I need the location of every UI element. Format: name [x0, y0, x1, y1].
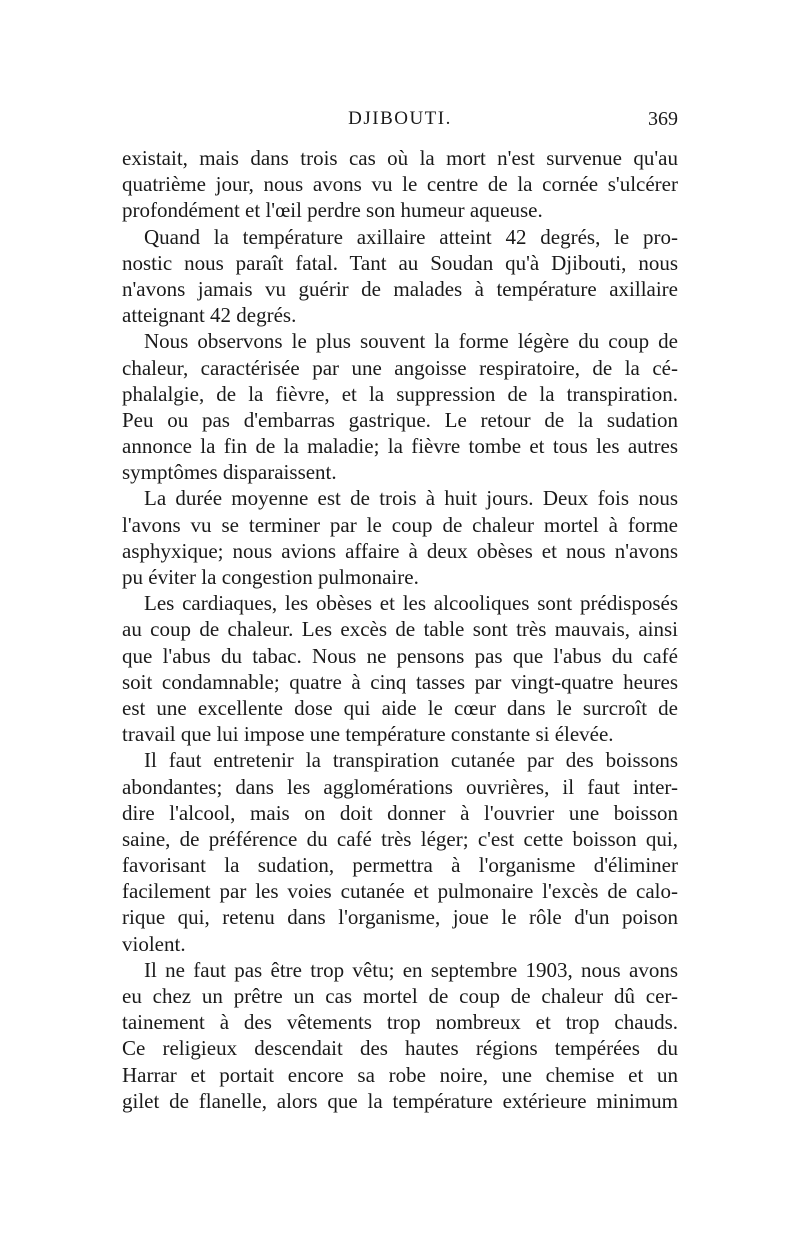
text-line: favorisant la sudation, permettra à l'organisme d'éliminer	[122, 853, 678, 878]
text-line: gilet de flanelle, alors que la température extérieure minimum	[122, 1088, 678, 1113]
text-line: eu chez un prêtre un cas mortel de coup de chaleur dû cer-	[122, 984, 678, 1008]
text-line: soit condamnable; quatre à cinq tasses par vingt-quatre heures	[122, 669, 678, 694]
body-text	[122, 145, 678, 1114]
text-line: travail que lui impose une température constante si élevée.	[122, 722, 614, 747]
text-line: phalalgie, de la fièvre, et la suppression de la transpiration.	[122, 381, 678, 406]
text-line: Il faut entretenir la transpiration cutanée par des boissons	[144, 748, 678, 773]
text-line: violent.	[122, 931, 186, 956]
text-line: La durée moyenne est de trois à huit jours. Deux fois nous	[144, 486, 678, 511]
text-line: existait, mais dans trois cas où la mort n'est survenue qu'au	[122, 146, 678, 170]
text-line: Peu ou pas d'embarras gastrique. Le retour de la sudation	[122, 407, 678, 432]
text-line: Il ne faut pas être trop vêtu; en septembre 1903, nous avons	[144, 957, 678, 982]
text-line: saine, de préférence du café très léger; c'est cette boisson qui,	[122, 826, 678, 851]
text-line: profondément et l'œil perdre son humeur aqueuse.	[122, 198, 543, 223]
text-line: nostic nous paraît fatal. Tant au Soudan qu'à Djibouti, nous	[122, 250, 678, 275]
text-line: n'avons jamais vu guérir de malades à température axillaire	[122, 276, 678, 301]
text-line: pu éviter la congestion pulmonaire.	[122, 565, 419, 589]
text-line: annonce la fin de la maladie; la fièvre tombe et tous les autres	[122, 434, 678, 459]
text-line: asphyxique; nous avions affaire à deux obèses et nous n'avons	[122, 538, 678, 563]
text-line: Nous observons le plus souvent la forme légère du coup de	[144, 329, 678, 354]
text-line: chaleur, caractérisée par une angoisse respiratoire, de la cé-	[122, 355, 678, 380]
text-line: que l'abus du tabac. Nous ne pensons pas que l'abus du café	[122, 643, 678, 668]
running-head	[122, 108, 678, 138]
text-line: tainement à des vêtements trop nombreux et trop chauds.	[122, 1010, 678, 1035]
text-line: Ce religieux descendait des hautes régions tempérées du	[122, 1036, 678, 1061]
text-line: abondantes; dans les agglomérations ouvrières, il faut inter-	[122, 774, 678, 799]
text-line: dire l'alcool, mais on doit donner à l'ouvrier une boisson	[122, 800, 678, 825]
text-line: Les cardiaques, les obèses et les alcooliques sont prédisposés	[144, 591, 678, 616]
header-title: DJIBOUTI.	[348, 108, 452, 129]
page-number: 369	[648, 108, 678, 130]
text-line: quatrième jour, nous avons vu le centre de la cornée s'ulcérer	[122, 172, 678, 197]
text-line: Quand la température axillaire atteint 42 degrés, le pro-	[144, 224, 678, 249]
text-line: au coup de chaleur. Les excès de table sont très mauvais, ainsi	[122, 617, 678, 642]
text-line: Harrar et portait encore sa robe noire, une chemise et un	[122, 1062, 678, 1087]
text-line: facilement par les voies cutanée et pulmonaire l'excès de calo-	[122, 879, 678, 904]
text-line: symptômes disparaissent.	[122, 460, 337, 485]
text-line: est une excellente dose qui aide le cœur dans le surcroît de	[122, 695, 678, 720]
text-line: rique qui, retenu dans l'organisme, joue le rôle d'un poison	[122, 905, 678, 930]
text-line: atteignant 42 degrés.	[122, 303, 297, 328]
text-line: l'avons vu se terminer par le coup de chaleur mortel à forme	[122, 512, 678, 537]
